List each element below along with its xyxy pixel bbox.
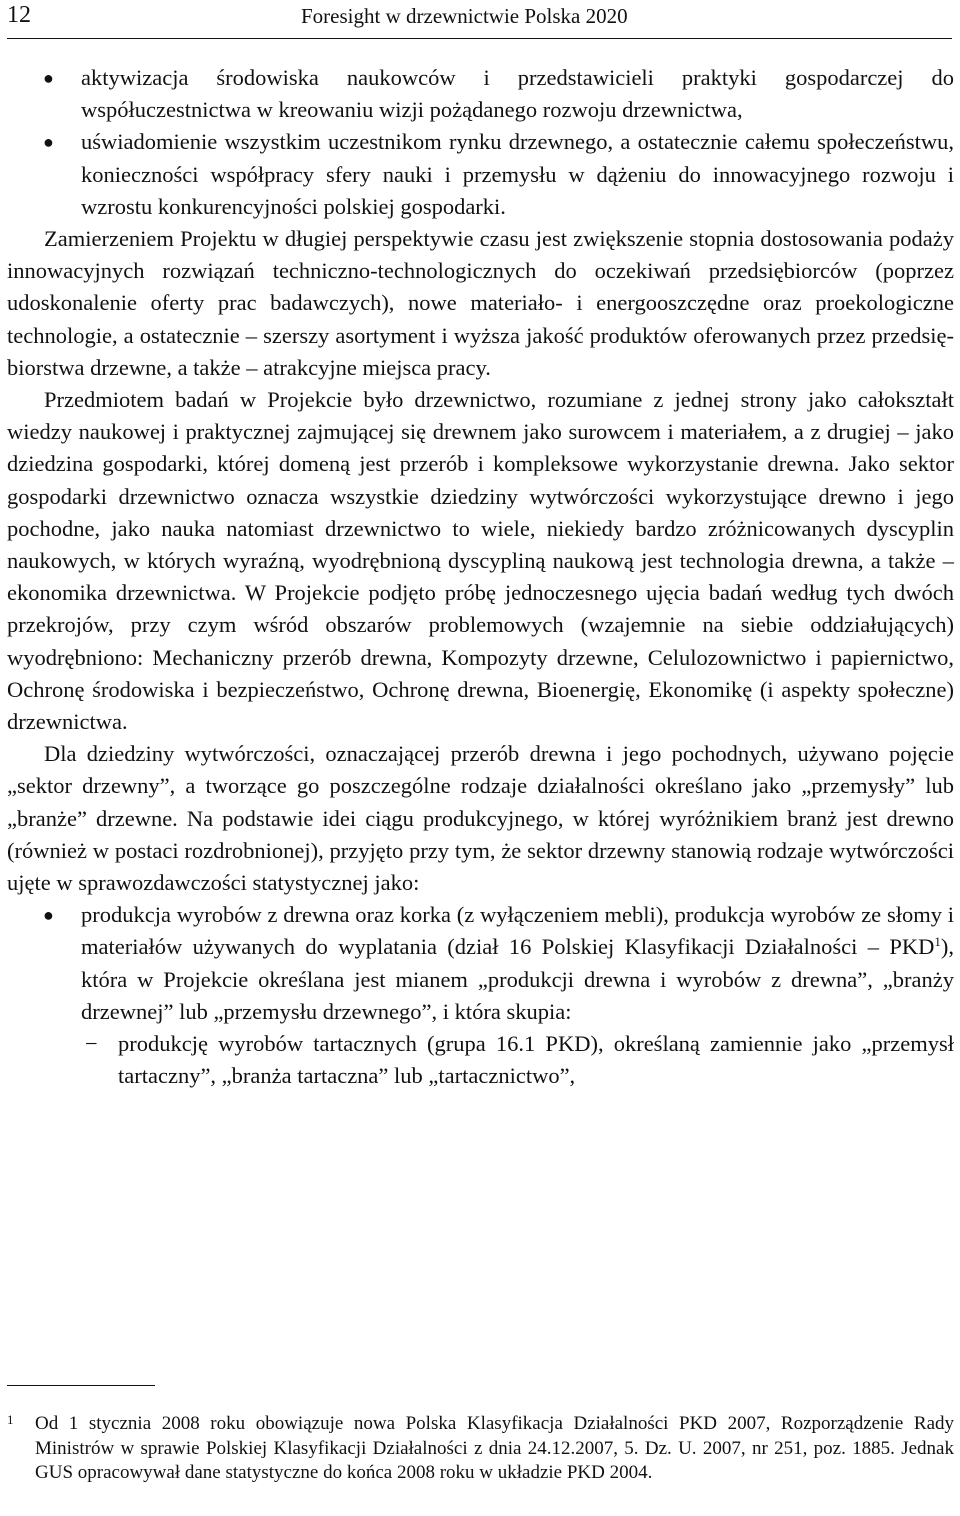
list-item-text: uświadomienie wszystkim uczestnikom rynku drzewnego, a ostatecznie całemu społeczeństwu, konieczności współpracy sfery nauki i przemysłu w dążeniu do innowacyjnego rozwoju i wzrostu konkurencyjności polskiej gospodarki. bbox=[81, 129, 954, 219]
list-item-text: aktywizacja środowiska naukowców i przedstawicieli praktyki gospodarczej do współuczestnictwa w kreowaniu wizji pożądanego rozwoju drzewnictwa, bbox=[81, 65, 954, 123]
footnote-divider bbox=[7, 1385, 155, 1386]
running-title: Foresight w drzewnictwie Polska 2020 bbox=[301, 4, 628, 28]
paragraph: Dla dziedziny wytwórczości, oznaczającej przerób drewna i jego pochodnych, używano pojęcie „sektor drzewny”, a tworzące go poszczególne rodzaje działalności określano jako „przemysły” lub „branże” drzewne. Na podstawie idei ciągu produkcyjnego, w której wyróżnikiem branż jest drewno (również w postaci rozdrobnionej), przyjęto przy tym, że sektor drzewny stanowią rodzaje wytwórczości ujęte w sprawozdawczości statystycznej jako: bbox=[7, 741, 954, 896]
list-item bbox=[81, 1028, 954, 1092]
page-number: 12 bbox=[7, 2, 31, 28]
paragraph: Przedmiotem badań w Projekcie było drzewnictwo, rozumiane z jednej strony jako całokształt wiedzy naukowej i praktycznej zajmującej się drewnem jako surowcem i materiałem, a z drugiej – jako dziedzina gospodarki, której domeną jest przerób i kompleksowe wykorzystanie drewna. Jako sektor gospodarki drzewnictwo oznacza wszystkie dziedziny wytwórczości wykorzystujące drewno i jego pochodne, jako nauka natomiast drzewnictwo to wiele, niekiedy bardzo zróżnicowanych dyscyplin naukowych, w których wyraźną, wyodrębnioną dyscypliną naukową jest technologia drewna, a także – ekonomika drzewnictwa. W Projekcie podjęto próbę jednoczesnego ujęcia badań według tych dwóch przekrojów, przy czym wśród obszarów problemowych (wzajemnie na siebie oddziałujących) wyodrębniono: Mechaniczny przerób drewna, Kompozyty drzewne, Celulozownictwo i papiernictwo, Ochronę środowiska i bezpieczeństwo, Ochronę drewna, Bioenergię, Ekonomikę (i aspekty społeczne) drzewnictwa. bbox=[7, 387, 954, 735]
list-item-text: ), która w Projekcie określana jest mianem „produkcji drewna i wyrobów z drewna”, „branży drzewnej” lub „przemysłu drzewnego”, i która skupia: bbox=[81, 934, 954, 1024]
sub-bullet-list bbox=[81, 1028, 954, 1092]
sector-bullet-list bbox=[7, 899, 954, 1092]
footnote bbox=[7, 1412, 954, 1486]
paragraph: Zamierzeniem Projektu w długiej perspektywie czasu jest zwiększenie stopnia dostosowania podaży innowacyjnych rozwiązań techniczno-technologicznych do oczekiwań przedsiębiorców (poprzez udoskonalenie oferty prac badawczych), nowe materiało- i energooszczędne oraz proekologiczne technologie, a ostatecznie – szerszy asortyment i wyższa jakość produktów oferowanych przez przedsiębiorstwa drzewne, a także – atrakcyjne miejsca pracy. bbox=[7, 226, 954, 380]
dash-icon: − bbox=[85, 1031, 98, 1057]
main-text bbox=[7, 62, 954, 1093]
list-item bbox=[7, 899, 954, 1092]
list-item-text: produkcję wyrobów tartacznych (grupa 16.1 PKD), określaną zamiennie jako „przemysł tartaczny”, „branża tartaczna” lub „tartacznictwo”, bbox=[118, 1031, 954, 1089]
bullet-icon: ● bbox=[43, 905, 54, 926]
bullet-icon: ● bbox=[43, 68, 54, 88]
footnote-text: Od 1 stycznia 2008 roku obowiązuje nowa Polska Klasyfikacja Działalności PKD 2007, Rozporządzenie Rady Ministrów w sprawie Polskiej Klasyfikacji Działalności z dnia 24.12.2007, 5. Dz. U. 2007, nr 251, poz. 1885. Jednak GUS opracowywał dane statystyczne do końca 2008 roku w układzie PKD 2004. bbox=[35, 1413, 954, 1483]
page-header bbox=[7, 0, 952, 39]
footnote-mark: 1 bbox=[7, 1412, 14, 1427]
list-item-text: produkcja wyrobów z drewna oraz korka (z wyłączeniem mebli), produkcja wyrobów ze słomy i materiałów używanych do wyplatania (dział 16 Polskiej Klasyfikacji Działalności – PKD bbox=[81, 902, 954, 960]
list-item bbox=[7, 126, 954, 223]
bullet-icon: ● bbox=[43, 132, 54, 153]
footnote-reference[interactable]: 1 bbox=[934, 934, 941, 950]
intro-bullet-list bbox=[7, 62, 954, 223]
list-item bbox=[7, 62, 954, 126]
